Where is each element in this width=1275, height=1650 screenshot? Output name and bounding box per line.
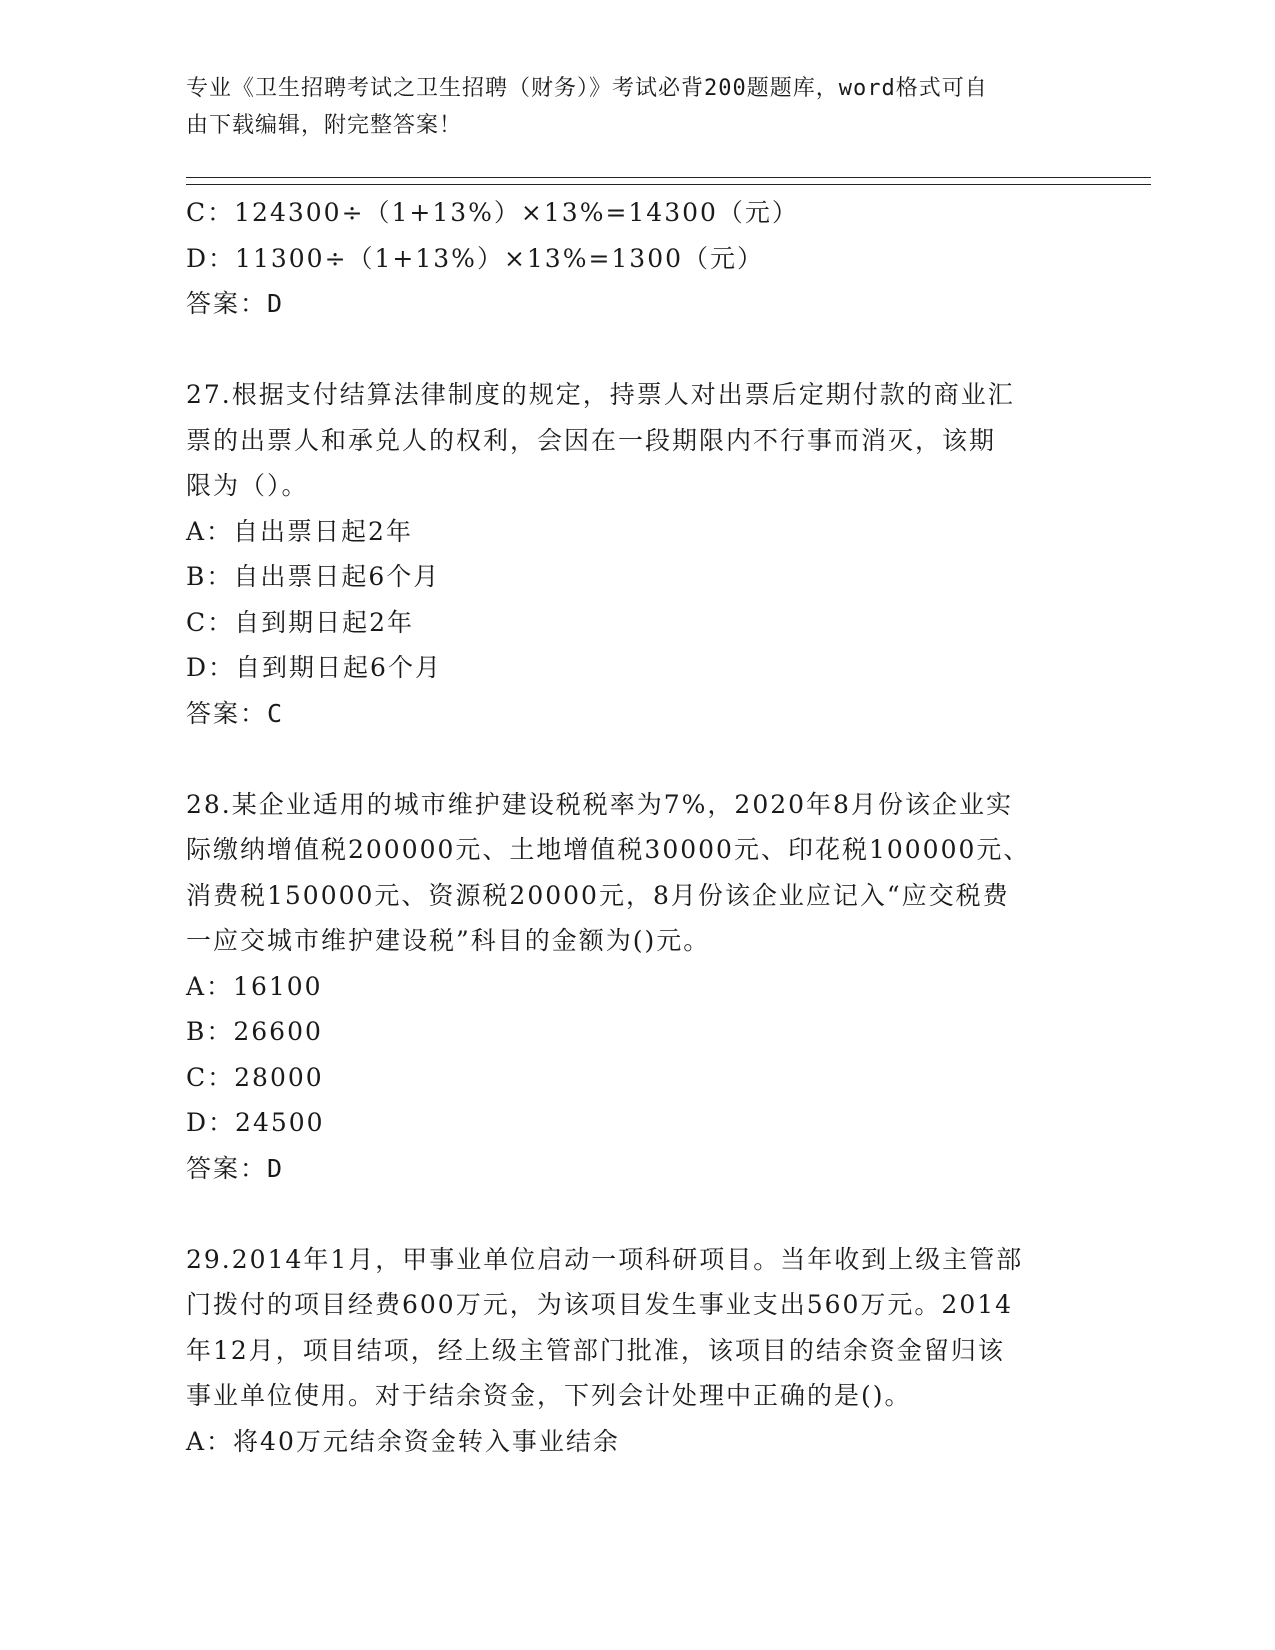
document-header	[186, 70, 1066, 144]
header-line-1: 专业《卫生招聘考试之卫生招聘（财务）》考试必背200题题库，word格式可自	[186, 76, 988, 101]
option-d: D：11300÷（1+13%）×13%=1300（元）	[186, 243, 765, 273]
option-b: B：26600	[186, 1017, 323, 1046]
question-text-line: 27.根据支付结算法律制度的规定，持票人对出票后定期付款的商业汇	[186, 380, 1015, 409]
option-c: C：124300÷（1+13%）×13%=14300（元）	[186, 198, 799, 227]
spacer	[186, 1191, 1086, 1237]
question-text-line: 门拨付的项目经费600万元，为该项目发生事业支出560万元。2014	[186, 1290, 1014, 1319]
question-26-tail	[186, 190, 1086, 327]
question-text-line: 事业单位使用。对于结余资金，下列会计处理中正确的是()。	[186, 1381, 912, 1410]
question-text-line: 28.某企业适用的城市维护建设税税率为7%，2020年8月份该企业实	[186, 789, 1013, 819]
header-line-2: 由下载编辑，附完整答案！	[186, 113, 463, 138]
option-d: D：24500	[186, 1108, 325, 1137]
header-divider	[186, 177, 1151, 185]
question-text-line: 际缴纳增值税200000元、土地增值税30000元、印花税100000元、	[186, 835, 1031, 864]
answer-line: 答案：C	[186, 698, 285, 728]
option-a: A：16100	[186, 971, 323, 1001]
question-text-line: 一应交城市维护建设税”科目的金额为()元。	[186, 926, 711, 955]
option-b: B：自出票日起6个月	[186, 562, 441, 591]
option-a: A：将40万元结余资金转入事业结余	[186, 1426, 620, 1456]
question-29	[186, 1237, 1086, 1465]
question-text-line: 限为（）。	[186, 471, 309, 500]
question-text-line: 消费税150000元、资源税20000元，8月份该企业应记入“应交税费	[186, 880, 1010, 910]
question-27	[186, 372, 1086, 736]
answer-line: 答案：D	[186, 289, 285, 318]
question-content	[186, 190, 1086, 1464]
option-c: C：28000	[186, 1062, 324, 1092]
answer-line: 答案：D	[186, 1153, 285, 1183]
question-text-line: 年12月，项目结项，经上级主管部门批准，该项目的结余资金留归该	[186, 1335, 1005, 1365]
question-text-line: 票的出票人和承兑人的权利，会因在一段期限内不行事而消灭，该期	[186, 425, 997, 455]
spacer	[186, 736, 1086, 782]
option-c: C：自到期日起2年	[186, 607, 415, 637]
option-d: D：自到期日起6个月	[186, 653, 442, 682]
question-28	[186, 782, 1086, 1192]
spacer	[186, 327, 1086, 373]
option-a: A：自出票日起2年	[186, 516, 413, 546]
question-text-line: 29.2014年1月，甲事业单位启动一项科研项目。当年收到上级主管部	[186, 1244, 1024, 1274]
